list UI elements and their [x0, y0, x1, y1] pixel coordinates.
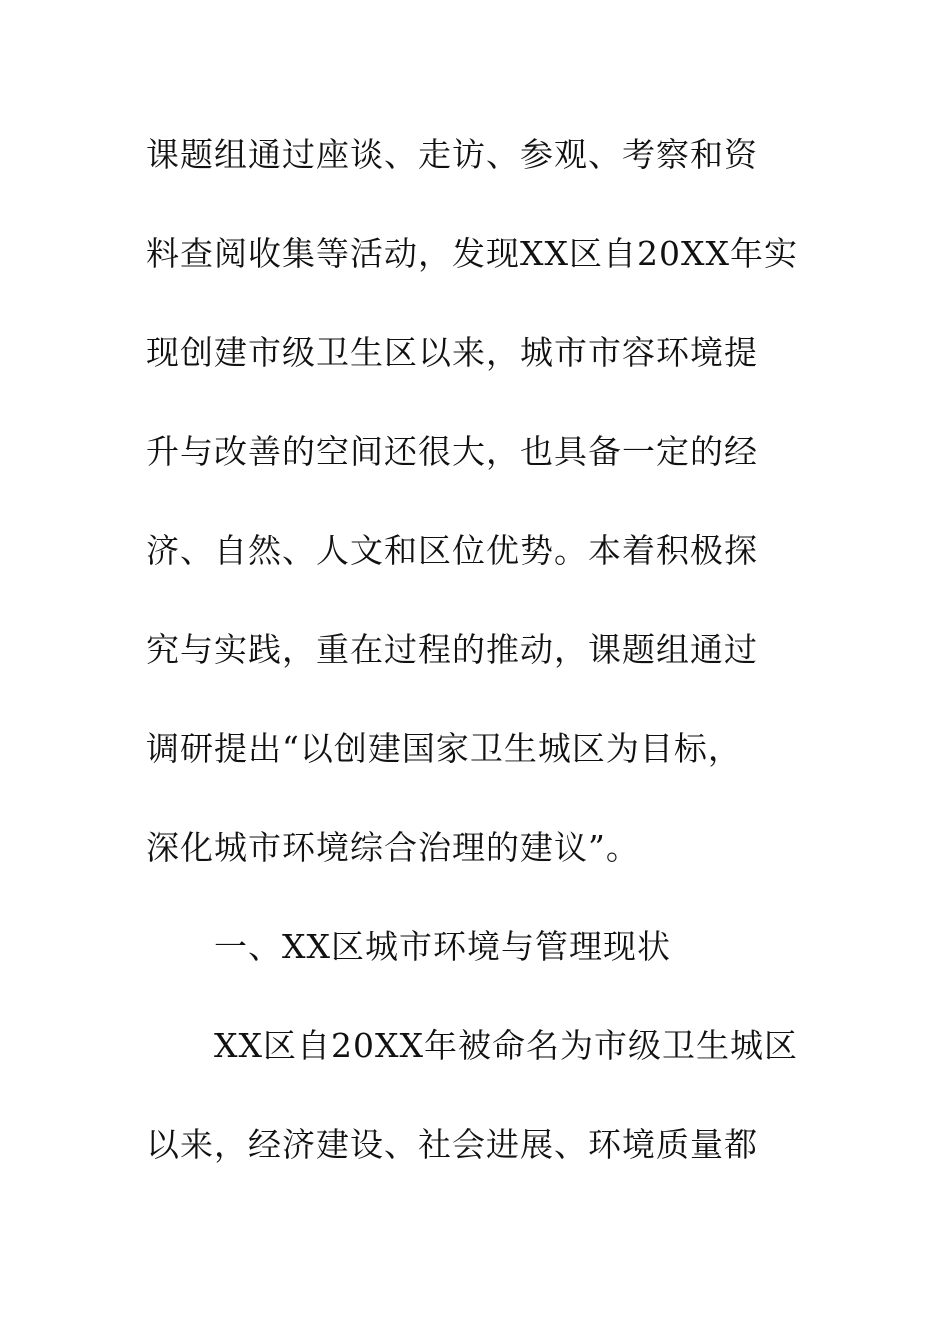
paragraph-line: 现创建市级卫生区以来，城市市容环境提: [146, 333, 758, 372]
document-body: [146, 125, 826, 1214]
paragraph-line: 料查阅收集等活动，发现XX区自20XX年实: [146, 234, 798, 273]
paragraph-line: 升与改善的空间还很大，也具备一定的经: [146, 432, 758, 471]
paragraph-line: XX区自20XX年被命名为市级卫生城区: [214, 1026, 798, 1065]
paragraph-line: 课题组通过座谈、走访、参观、考察和资: [146, 135, 758, 174]
paragraph-line: 调研提出“以创建国家卫生城区为目标，: [146, 729, 742, 768]
paragraph-line: 深化城市环境综合治理的建议”。: [146, 828, 640, 867]
section-heading: 一、XX区城市环境与管理现状: [214, 927, 671, 966]
paragraph-line: 究与实践，重在过程的推动，课题组通过: [146, 630, 758, 669]
paragraph-line: 济、自然、人文和区位优势。本着积极探: [146, 531, 758, 570]
paragraph-line: 以来，经济建设、社会进展、环境质量都: [146, 1125, 758, 1164]
